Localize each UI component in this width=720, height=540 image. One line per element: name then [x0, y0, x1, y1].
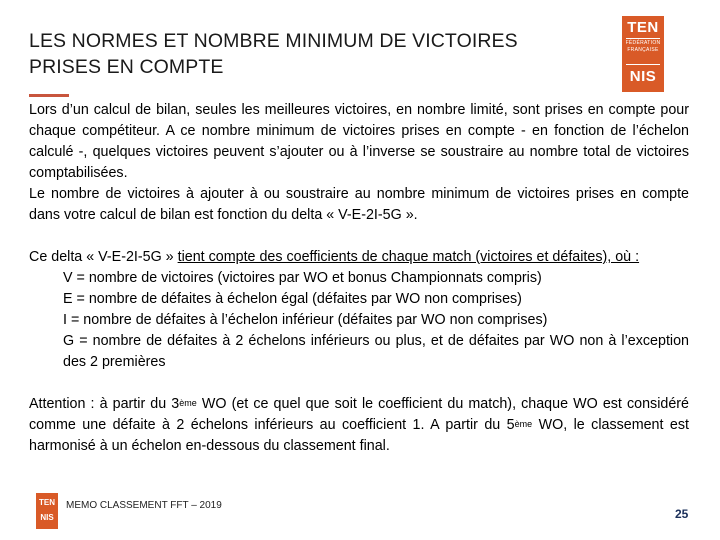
- attention-part-2: WO (et ce quel que soit le coefficient du match), chaque WO est considéré comme une défaite à 2 échelons inférieurs au coefficient 1. A partir du 5: [29, 396, 689, 433]
- footer-text: MEMO CLASSEMENT FFT – 2019: [66, 500, 222, 511]
- slide-body: [29, 100, 689, 457]
- list-item: G = nombre de défaites à 2 échelons inférieurs ou plus, et de défaites par WO non à l’exception des 2 premières: [63, 333, 689, 370]
- intro-paragraph-2: Le nombre de victoires à ajouter à ou soustraire au nombre minimum de victoires prises en compte dans votre calcul de bilan est fonction du delta « V-E-2I-5G ».: [29, 186, 689, 223]
- logo-text-middle: FÉDÉRATION FRANÇAISE: [625, 40, 661, 53]
- logo-text-bottom: NIS: [629, 68, 657, 85]
- delta-lead: Ce delta « V-E-2I-5G »: [29, 249, 178, 265]
- footer-logo-top: TEN: [39, 498, 55, 507]
- list-item: E = nombre de défaites à échelon égal (défaites par WO non comprises): [63, 291, 522, 307]
- title-underline: [29, 94, 69, 97]
- superscript: ème: [514, 419, 533, 429]
- logo-divider: [626, 38, 660, 39]
- delta-intro: [29, 247, 689, 268]
- attention-paragraph: [29, 394, 689, 457]
- list-item: V = nombre de victoires (victoires par WO et bonus Championnats compris): [63, 270, 542, 286]
- attention-part-1: Attention : à partir du 3: [29, 396, 180, 412]
- slide-title: [29, 28, 599, 80]
- attention-part-3: WO, le classement est harmonisé à un échelon en-dessous du classement final.: [29, 417, 689, 454]
- footer-logo: [36, 493, 58, 529]
- delta-underlined: tient compte des coefficients de chaque match (victoires et défaites), où :: [177, 249, 640, 265]
- logo-text-top: TEN: [627, 19, 659, 36]
- page-number: 25: [675, 507, 689, 521]
- list-item: I = nombre de défaites à l’échelon inférieur (défaites par WO non comprises): [63, 312, 548, 328]
- title-line-2: PRISES EN COMPTE: [29, 56, 224, 78]
- tennis-federation-logo: [622, 16, 664, 92]
- footer-logo-bottom: NIS: [40, 513, 54, 522]
- superscript: ème: [179, 398, 197, 408]
- logo-divider: [626, 64, 660, 65]
- title-line-1: LES NORMES ET NOMBRE MINIMUM DE VICTOIRES: [29, 30, 518, 52]
- intro-paragraph: Lors d’un calcul de bilan, seules les meilleures victoires, en nombre limité, sont prises en compte pour chaque compétiteur. A ce nombre minimum de victoires prises en compte - en fonction de l’échelon calculé -, quelques victoires peuvent s’ajouter ou à l’inverse se soustraire au nombre total de victoires comptabilisées.: [29, 102, 689, 181]
- delta-list: [29, 268, 689, 373]
